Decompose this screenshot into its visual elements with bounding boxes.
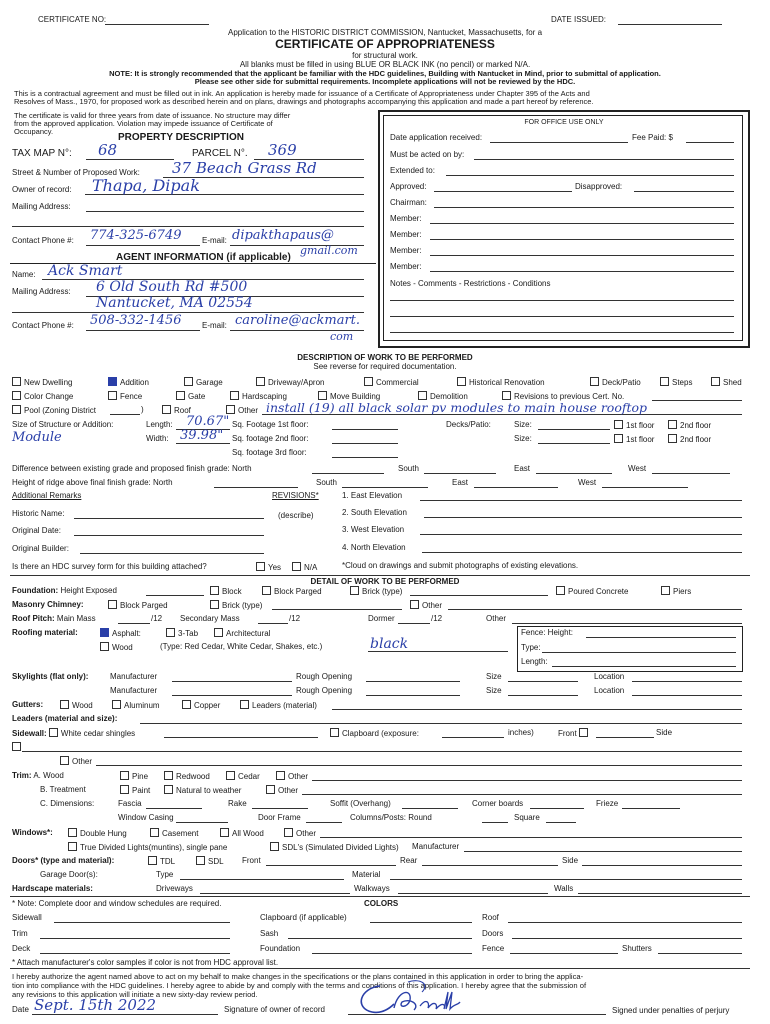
roofing-label: Roofing material: — [12, 628, 78, 637]
cb-front[interactable]: Front — [558, 728, 591, 738]
cb-fence[interactable]: Fence — [108, 391, 142, 401]
signed-under-label: Signed under penalties of perjury — [612, 1006, 730, 1015]
ridge-west-label: West — [578, 478, 597, 487]
contact-label: Contact Phone #: — [12, 236, 74, 245]
ridge-south-label: South — [316, 478, 337, 487]
cb-masonry-block-parged[interactable]: Block Parged — [108, 600, 168, 610]
checkbox-icon — [711, 377, 720, 386]
cb-windows-other[interactable]: Other — [284, 828, 316, 838]
checkbox-icon — [108, 391, 117, 400]
application-to: Application to the HISTORIC DISTRICT COMMISSION, Nantucket, Massachusetts, for a — [227, 28, 543, 37]
roofing-value[interactable]: black — [370, 636, 409, 652]
trim-treatment-label: B. Treatment — [40, 785, 86, 794]
cb-trim-wood-other[interactable]: Other — [276, 771, 308, 781]
office-member-4: Member: — [390, 262, 422, 271]
checkbox-icon — [276, 771, 285, 780]
checkbox-icon — [579, 728, 588, 737]
color-trim-label: Trim — [12, 929, 28, 938]
checkbox-icon — [184, 377, 193, 386]
email-label: E-mail: — [202, 236, 227, 245]
checkbox-icon — [660, 377, 669, 386]
cb-deck-patio[interactable]: Deck/Patio — [590, 377, 641, 387]
validity-line-3: Occupancy. — [14, 127, 54, 136]
cb-pine[interactable]: Pine — [120, 771, 148, 781]
checkbox-icon — [12, 377, 21, 386]
original-date-label: Original Date: — [12, 526, 61, 535]
office-chairman: Chairman: — [390, 198, 427, 207]
cb-hardscaping[interactable]: Hardscaping — [230, 391, 287, 401]
agent-name-value[interactable]: Ack Smart — [48, 263, 123, 279]
checkbox-icon — [410, 600, 419, 609]
checkbox-icon — [60, 700, 69, 709]
auth-line-2: tion into compliance with the HDC guidelines. I hereby agree to abide by and comply with the terms and conditions of this application. I hereby agree that the submission of — [12, 981, 587, 990]
color-sash-label: Sash — [260, 929, 279, 938]
grade-south-label: South — [398, 464, 419, 473]
tax-map-value[interactable]: 68 — [98, 141, 118, 159]
note-line-2: Please see other side for submittal requirements. Incomplete applications will not be reviewed by the HDC. — [194, 77, 576, 86]
cb-masonry-other[interactable]: Other — [410, 600, 442, 610]
checkbox-icon — [266, 785, 275, 794]
cb-casement[interactable]: Casement — [150, 828, 198, 838]
color-fence-label: Fence — [482, 944, 505, 953]
office-member-3: Member: — [390, 246, 422, 255]
office-acted-on: Must be acted on by: — [390, 150, 465, 159]
width-value[interactable]: 39.98" — [180, 428, 224, 443]
agent-mailing-value-2[interactable]: Nantucket, MA 02554 — [96, 295, 253, 311]
columns-label: Columns/Posts: Round — [350, 813, 432, 822]
walls-label: Walls — [554, 884, 574, 893]
windows-manufacturer-label: Manufacturer — [412, 842, 460, 851]
cb-historical-renovation[interactable]: Historical Renovation — [457, 377, 545, 387]
agent-email-value[interactable]: caroline@ackmart. — [235, 313, 361, 328]
attach-note: * Attach manufacturer's color samples if color is not from HDC approval list. — [12, 958, 279, 967]
cb-commercial[interactable]: Commercial — [364, 377, 419, 387]
note-line-1: NOTE: It is strongly recommended that the applicant be familiar with the HDC guidelines, Building with Nantucket in Mind, prior to submittal of application. — [109, 69, 661, 78]
cloud-note: *Cloud on drawings and submit photographs of existing elevations. — [342, 561, 579, 570]
agent-contact-value[interactable]: 508-332-1456 — [90, 313, 182, 328]
cb-pool[interactable]: Pool (Zoning District — [12, 405, 96, 415]
checkbox-icon — [614, 434, 623, 443]
checkbox-icon — [284, 828, 293, 837]
skylight-manufacturer-2: Manufacturer — [110, 686, 158, 695]
property-heading: PROPERTY DESCRIPTION — [118, 132, 244, 143]
cb-addition[interactable]: Addition — [108, 377, 149, 387]
cb-redwood[interactable]: Redwood — [164, 771, 210, 781]
fence-height-label: Fence: Height: — [521, 628, 574, 637]
cb-roof[interactable]: Roof — [162, 405, 191, 415]
doors-label: Doors* (type and material): — [12, 856, 115, 865]
cb-sdl[interactable]: SDL's (Simulated Divided Lights) — [270, 842, 399, 852]
date-issued-field[interactable] — [618, 24, 722, 25]
checkbox-icon — [661, 586, 670, 595]
cb-all-wood[interactable]: All Wood — [220, 828, 264, 838]
skylights-label: Skylights (flat only): — [12, 672, 89, 681]
gutters-label: Gutters: — [12, 700, 44, 709]
height-exposed-label: Height Exposed — [60, 586, 117, 595]
checkbox-icon — [364, 377, 373, 386]
checkbox-icon — [176, 391, 185, 400]
office-date-received: Date application received: — [390, 133, 483, 142]
agent-name-label: Name: — [12, 270, 36, 279]
skylight-location-1: Location — [594, 672, 625, 681]
checkbox-icon — [12, 405, 21, 414]
checkbox-icon — [457, 377, 466, 386]
trim-wood-label: A. Wood — [33, 771, 64, 780]
cb-3-tab[interactable]: 3-Tab — [166, 628, 198, 638]
cb-patio-1st-floor[interactable]: 1st floor — [614, 434, 654, 444]
skylight-manufacturer-1: Manufacturer — [110, 672, 158, 681]
skylight-rough-opening-2: Rough Opening — [296, 686, 353, 695]
checkbox-checked-icon — [100, 628, 109, 637]
sqft-1st-label: Sq. Footage 1st floor: — [232, 420, 309, 429]
checkbox-icon — [68, 842, 77, 851]
checkbox-icon — [68, 828, 77, 837]
main-mass-label: Main Mass — [56, 614, 96, 623]
length-value[interactable]: 70.67" — [186, 414, 230, 429]
checkbox-icon — [166, 628, 175, 637]
contact-value[interactable]: 774-325-6749 — [90, 228, 182, 243]
cb-steps[interactable]: Steps — [660, 377, 692, 387]
checkbox-icon — [60, 756, 69, 765]
dormer-per12: /12 — [431, 614, 443, 623]
validity-line-1: The certificate is valid for three years from date of issuance. No structure may differ — [14, 111, 291, 120]
square-label: Square — [514, 813, 540, 822]
color-doors-label: Doors — [482, 929, 504, 938]
cb-paint[interactable]: Paint — [120, 785, 150, 795]
color-sidewall-label: Sidewall — [12, 913, 42, 922]
office-notes: Notes - Comments - Restrictions - Conditions — [390, 279, 551, 288]
dormer-label: Dormer — [368, 614, 395, 623]
doors-side-label: Side — [562, 856, 579, 865]
email-value-cont: gmail.com — [300, 244, 358, 257]
checkbox-icon — [668, 434, 677, 443]
mailing-label: Mailing Address: — [12, 202, 71, 211]
width-label: Width: — [146, 434, 169, 443]
cb-piers[interactable]: Piers — [661, 586, 691, 596]
office-member-2: Member: — [390, 230, 422, 239]
office-disapproved: Disapproved: — [575, 182, 623, 191]
checkbox-icon — [350, 586, 359, 595]
color-foundation-label: Foundation — [260, 944, 301, 953]
cb-driveway[interactable]: Driveway/Apron — [256, 377, 324, 387]
checkbox-icon — [108, 600, 117, 609]
cb-asphalt[interactable]: Asphalt: — [100, 628, 141, 638]
cb-poured-concrete[interactable]: Poured Concrete — [556, 586, 628, 596]
elevation-west: 3. West Elevation — [342, 525, 405, 534]
checkbox-icon — [214, 628, 223, 637]
cb-other[interactable]: Other — [226, 405, 258, 415]
color-roof-label: Roof — [482, 913, 499, 922]
secondary-mass-per12: /12 — [289, 614, 301, 623]
colors-heading: COLORS — [364, 899, 399, 908]
garage-doors-label: Garage Door(s): — [40, 870, 98, 879]
page-subtitle: for structural work. — [352, 51, 418, 60]
detail-heading: DETAIL OF WORK TO BE PERFORMED — [310, 577, 460, 586]
roof-other-label: Other — [486, 614, 507, 623]
auth-line-3: any revisions to this application will initiate a new sixty-day review period. — [12, 990, 258, 999]
checkbox-icon — [220, 828, 229, 837]
cb-deck-2nd-floor[interactable]: 2nd floor — [668, 420, 711, 430]
original-builder-label: Original Builder: — [12, 544, 69, 553]
skylight-size-2: Size — [486, 686, 502, 695]
checkbox-icon — [226, 405, 235, 414]
cb-architectural[interactable]: Architectural — [214, 628, 270, 638]
parcel-value[interactable]: 369 — [268, 141, 297, 159]
email-value[interactable]: dipakthapaus@ — [232, 228, 334, 243]
contract-line-1: This is a contractual agreement and must be filled out in ink. An application is hereby made for issuance of a Certificate of Appropriateness under Chapter 395 of the Acts and — [14, 89, 590, 98]
owner-signature[interactable] — [350, 978, 500, 1018]
checkbox-icon[interactable] — [12, 742, 21, 751]
describe-label: (describe) — [278, 511, 314, 520]
white-cedar-label: White cedar shingles — [60, 729, 136, 738]
mailing-field[interactable] — [86, 211, 364, 212]
grade-diff-label: Difference between existing grade and proposed finish grade: North — [12, 464, 252, 473]
cb-survey-yes[interactable]: Yes — [256, 562, 281, 572]
checkbox-icon — [502, 391, 511, 400]
date-issued-label: DATE ISSUED: — [551, 15, 606, 24]
schedules-note: * Note: Complete door and window schedules are required. — [12, 899, 222, 908]
survey-question: Is there an HDC survey form for this building attached? — [12, 562, 207, 571]
cb-demolition[interactable]: Demolition — [418, 391, 468, 401]
agent-mailing-value[interactable]: 6 Old South Rd #500 — [96, 279, 248, 295]
window-casing-label: Window Casing — [118, 813, 174, 822]
page-title: CERTIFICATE OF APPROPRIATENESS — [275, 37, 495, 51]
checkbox-icon — [164, 785, 173, 794]
checkbox-icon — [182, 700, 191, 709]
soffit-label: Soffit (Overhang) — [330, 799, 391, 808]
agent-email-label: E-mail: — [202, 321, 227, 330]
cb-shed[interactable]: Shed — [711, 377, 742, 387]
rake-label: Rake — [228, 799, 247, 808]
garage-type-label: Type — [156, 870, 174, 879]
checkbox-icon — [120, 771, 129, 780]
checkbox-icon — [120, 785, 129, 794]
sqft-3rd-label: Sq. footage 3rd floor: — [232, 448, 307, 457]
agent-mailing-label: Mailing Address: — [12, 287, 71, 296]
agent-heading: AGENT INFORMATION (if applicable) — [116, 252, 291, 263]
elevation-north: 4. North Elevation — [342, 543, 406, 552]
agent-contact-label: Contact Phone #: — [12, 321, 74, 330]
owner-value[interactable]: Thapa, Dipak — [92, 176, 200, 195]
cb-survey-na[interactable]: N/A — [292, 562, 317, 572]
grade-west-label: West — [628, 464, 647, 473]
cb-doors-tdl[interactable]: TDL — [148, 856, 175, 866]
skylight-size-1: Size — [486, 672, 502, 681]
garage-material-label: Material — [352, 870, 381, 879]
cb-gate[interactable]: Gate — [176, 391, 205, 401]
cb-doors-sdl[interactable]: SDL — [196, 856, 224, 866]
fence-type-label: Type: — [521, 643, 541, 652]
cb-wood-roof[interactable]: Wood — [100, 642, 133, 652]
walkways-label: Walkways — [354, 884, 390, 893]
checkbox-icon — [150, 828, 159, 837]
elevation-south: 2. South Elevation — [342, 508, 407, 517]
driveways-label: Driveways — [156, 884, 193, 893]
contract-line-2: Resolves of Mass., 1970, for proposed work as described herein and on plans, drawings and photographs accompanying this application and made a part hereof by reference. — [14, 97, 594, 106]
windows-label: Windows*: — [12, 828, 53, 837]
tax-map-label: TAX MAP N°: — [12, 148, 72, 159]
cb-gutter-copper[interactable]: Copper — [182, 700, 220, 710]
parcel-label: PARCEL N°. — [192, 148, 248, 159]
fence-length-label: Length: — [521, 657, 548, 666]
sidewall-label: Sidewall: — [12, 729, 47, 738]
cb-gutter-aluminum[interactable]: Aluminum — [112, 700, 160, 710]
office-fee-paid: Fee Paid: $ — [632, 133, 673, 142]
skylight-rough-opening-1: Rough Opening — [296, 672, 353, 681]
trim-label: Trim: — [12, 771, 32, 780]
cb-patio-2nd-floor[interactable]: 2nd floor — [668, 434, 711, 444]
patio-size-label: Size: — [514, 434, 532, 443]
checkbox-icon — [668, 420, 677, 429]
corner-boards-label: Corner boards — [472, 799, 524, 808]
trim-dimensions-label: C. Dimensions: — [40, 799, 95, 808]
ink-note: All blanks must be filled in using BLUE OR BLACK INK (no pencil) or marked N/A. — [239, 60, 531, 69]
size-label: Size of Structure or Addition: — [12, 420, 114, 429]
checkbox-icon — [270, 842, 279, 851]
doors-rear-label: Rear — [400, 856, 418, 865]
color-deck-label: Deck — [12, 944, 31, 953]
checkbox-icon — [256, 562, 265, 571]
checkbox-icon — [590, 377, 599, 386]
decks-label: Decks/Patio: — [446, 420, 491, 429]
grade-east-label: East — [514, 464, 531, 473]
masonry-label: Masonry Chimney: — [12, 600, 84, 609]
checkbox-checked-icon — [108, 377, 117, 386]
street-value[interactable]: 37 Beach Grass Rd — [172, 159, 317, 177]
checkbox-icon — [226, 771, 235, 780]
description-subheading: See reverse for required documentation. — [313, 362, 457, 371]
checkbox-icon — [210, 586, 219, 595]
checkbox-icon — [256, 377, 265, 386]
checkbox-icon — [614, 420, 623, 429]
checkbox-icon — [112, 700, 121, 709]
cb-foundation-brick[interactable]: Brick (type) — [350, 586, 402, 596]
decks-size-label: Size: — [514, 420, 532, 429]
secondary-mass-label: Secondary Mass — [180, 614, 240, 623]
checkbox-icon — [148, 856, 157, 865]
date-value[interactable]: Sept. 15th 2022 — [34, 996, 157, 1014]
checkbox-icon — [164, 771, 173, 780]
sqft-2nd-label: Sq. footage 2nd floor: — [232, 434, 309, 443]
cb-sidewall-other[interactable]: Other — [60, 756, 92, 766]
checkbox-icon — [196, 856, 205, 865]
other-work-value-cont: Module — [12, 430, 62, 445]
cb-masonry-brick[interactable]: Brick (type) — [210, 600, 262, 610]
cb-natural[interactable]: Natural to weather — [164, 785, 241, 795]
cb-block-parged[interactable]: Block Parged — [262, 586, 322, 596]
owner-label: Owner of record: — [12, 185, 72, 194]
cb-revisions[interactable]: Revisions to previous Cert. No. — [502, 391, 624, 401]
cb-new-dwelling[interactable]: New Dwelling — [12, 377, 72, 387]
checkbox-icon — [330, 728, 339, 737]
doors-front-label: Front — [242, 856, 261, 865]
checkbox-icon — [262, 586, 271, 595]
cb-double-hung[interactable]: Double Hung — [68, 828, 127, 838]
skylight-location-2: Location — [594, 686, 625, 695]
frieze-label: Frieze — [596, 799, 619, 808]
validity-line-2: from the approved application. Violation may impede issuance of Certificate of — [14, 119, 273, 128]
cb-tdl[interactable]: True Divided Lights(muntins), single pane — [68, 842, 227, 852]
checkbox-icon — [12, 391, 21, 400]
cb-cedar[interactable]: Cedar — [226, 771, 260, 781]
door-frame-label: Door Frame — [258, 813, 301, 822]
street-label: Street & Number of Proposed Work: — [12, 168, 140, 177]
date-label: Date — [12, 1005, 29, 1014]
checkbox-icon — [556, 586, 565, 595]
roof-pitch-label: Roof Pitch: — [12, 614, 55, 623]
length-label: Length: — [146, 420, 173, 429]
checkbox-icon — [210, 600, 219, 609]
ridge-east-label: East — [452, 478, 469, 487]
cb-trim-treatment-other[interactable]: Other — [266, 785, 298, 795]
cb-move-building[interactable]: Move Building — [318, 391, 380, 401]
checkbox-icon — [230, 391, 239, 400]
cb-color-change[interactable]: Color Change — [12, 391, 73, 401]
cb-garage[interactable]: Garage — [184, 377, 223, 387]
checkbox-icon — [318, 391, 327, 400]
agent-email-value-cont: com — [330, 330, 354, 343]
cb-block[interactable]: Block — [210, 586, 242, 596]
foundation-label: Foundation: — [12, 586, 59, 595]
cert-no-field[interactable] — [105, 24, 209, 25]
checkbox-icon — [49, 728, 58, 737]
cb-leaders-material[interactable]: Leaders (material) — [240, 700, 317, 710]
office-member-1: Member: — [390, 214, 422, 223]
hardscape-label: Hardscape materials: — [12, 884, 93, 893]
revisions-label: REVISIONS* — [272, 491, 319, 500]
checkbox-icon — [292, 562, 301, 571]
description-heading: DESCRIPTION OF WORK TO BE PERFORMED — [297, 353, 473, 362]
checkbox-icon — [240, 700, 249, 709]
color-shutters-label: Shutters — [622, 944, 652, 953]
fascia-label: Fascia — [118, 799, 142, 808]
wood-type-label: (Type: Red Cedar, White Cedar, Shakes, etc.) — [160, 642, 323, 651]
office-approved: Approved: — [390, 182, 427, 191]
additional-remarks-label: Additional Remarks — [12, 491, 82, 500]
auth-line-1: I hereby authorize the agent named above to act on my behalf to make changes in the specifications or the plans contained in this application in order to bring the applica- — [12, 972, 584, 981]
inches-label: inches) — [508, 728, 534, 737]
office-extended: Extended to: — [390, 166, 435, 175]
cb-deck-1st-floor[interactable]: 1st floor — [614, 420, 654, 430]
side-label: Side — [656, 728, 673, 737]
historic-name-label: Historic Name: — [12, 509, 65, 518]
cb-clapboard[interactable]: Clapboard (exposure: — [330, 728, 419, 738]
checkbox-icon — [418, 391, 427, 400]
cert-no-label: CERTIFICATE NO: — [38, 15, 107, 24]
checkbox-icon — [100, 642, 109, 651]
other-work-value[interactable]: install (19) all black solar pv modules to main house rooftop — [266, 400, 648, 415]
main-mass-per12: /12 — [151, 614, 163, 623]
signature-label: Signature of owner of record — [224, 1005, 325, 1014]
leaders-size-label: Leaders (material and size): — [12, 714, 118, 723]
office-heading: FOR OFFICE USE ONLY — [524, 119, 604, 126]
checkbox-icon — [162, 405, 171, 414]
color-clapboard-label: Clapboard (if applicable) — [260, 913, 347, 922]
cb-gutter-wood[interactable]: Wood — [60, 700, 93, 710]
elevation-east: 1. East Elevation — [342, 491, 403, 500]
ridge-height-label: Height of ridge above final finish grade: North — [12, 478, 173, 487]
